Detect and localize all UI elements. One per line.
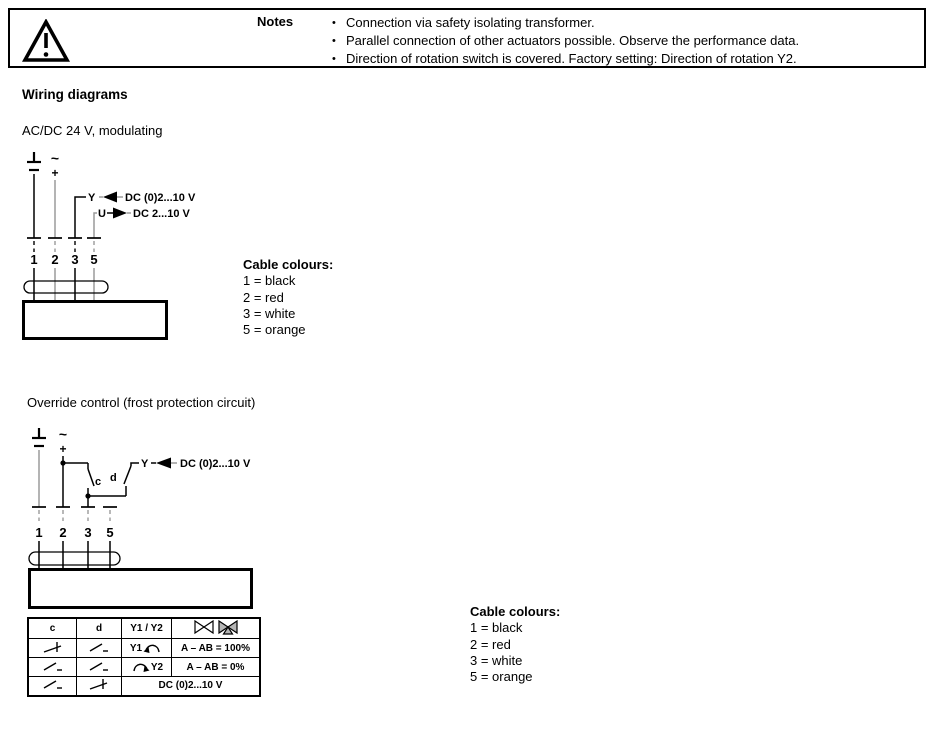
svg-text:c: c: [95, 476, 102, 488]
svg-text:2: 2: [51, 252, 59, 267]
table-row: [28, 658, 260, 677]
y-input-branch: [141, 458, 251, 471]
switch-open-icon: [42, 659, 64, 673]
svg-text:1: 1: [35, 525, 43, 540]
svg-text:5: 5: [106, 525, 114, 540]
cable-sleeve: [29, 552, 120, 565]
terminal-numbers: [30, 252, 97, 267]
direction-cell: Y2: [122, 658, 172, 677]
diagram1-title: AC/DC 24 V, modulating: [22, 123, 163, 138]
override-switch-table: [27, 617, 261, 697]
svg-text:DC 2...10 V: DC 2...10 V: [133, 208, 190, 220]
svg-text:U: U: [98, 208, 106, 220]
wiring-diagram-override: [0, 424, 320, 614]
cable-sleeve: [24, 281, 108, 293]
bullet-icon: •: [332, 35, 336, 47]
notes-box: [8, 8, 926, 68]
note-item: • Connection via safety isolating transformer.: [332, 15, 595, 30]
valve-icons: [194, 619, 238, 635]
c-state-cell: [28, 639, 77, 658]
valve-3way-icon: [219, 621, 237, 634]
section-title: Wiring diagrams: [22, 87, 128, 102]
svg-text:d: d: [110, 472, 117, 484]
terminal-dashes: [39, 510, 110, 521]
result-span-cell: DC (0)2...10 V: [122, 677, 261, 696]
switch-open-icon: [88, 659, 110, 673]
note-item: • Direction of rotation switch is covered. Factory setting: Direction of rotation Y2.: [332, 51, 797, 66]
d-state-cell: [77, 677, 122, 696]
header-y1y2: Y1 / Y2: [122, 618, 172, 639]
terminal-numbers: [35, 525, 113, 540]
cable-colours: Cable colours: 1 = black 2 = red 3 = white 5 = orange: [243, 257, 334, 338]
terminal-dashes: [34, 241, 94, 252]
svg-text:1: 1: [30, 252, 38, 267]
header-c: c: [28, 618, 77, 639]
header-valves: [172, 618, 261, 639]
switch-c: [63, 463, 101, 494]
svg-text:Y: Y: [141, 458, 149, 470]
svg-text:Y: Y: [88, 192, 96, 204]
svg-text:~: ~: [50, 150, 60, 166]
cable-colours: Cable colours: 1 = black 2 = red 3 = white 5 = orange: [470, 604, 561, 685]
actuator-body: [24, 302, 167, 339]
svg-text:5: 5: [90, 252, 98, 267]
direction-cell: Y1: [122, 639, 172, 658]
warning-triangle-icon: [22, 19, 70, 65]
bullet-icon: •: [332, 17, 336, 29]
table-row: [28, 639, 260, 658]
table-header-row: [28, 618, 260, 639]
svg-text:3: 3: [84, 525, 92, 540]
bullet-icon: •: [332, 53, 336, 65]
u-output-branch: [94, 208, 191, 239]
ground-minus-icon: [32, 428, 46, 446]
table-row: [28, 677, 260, 696]
c-state-cell: [28, 658, 77, 677]
header-d: d: [77, 618, 122, 639]
notes-list: [332, 14, 902, 68]
d-state-cell: [77, 639, 122, 658]
rotate-cw-icon: [130, 661, 150, 674]
notes-label: Notes: [257, 14, 294, 29]
switch-closed-icon: [88, 677, 110, 691]
d-state-cell: [77, 658, 122, 677]
actuator-body: [30, 570, 252, 608]
svg-text:DC (0)2...10 V: DC (0)2...10 V: [125, 192, 196, 204]
ground-minus-icon: [27, 152, 41, 170]
arrow-right-icon: [113, 208, 127, 219]
svg-text:+: +: [59, 442, 67, 456]
arrow-left-icon: [103, 192, 117, 203]
switch-open-icon: [88, 640, 110, 654]
switch-closed-icon: [42, 640, 64, 654]
valve-2way-icon: [195, 621, 213, 633]
svg-text:~: ~: [58, 426, 68, 442]
result-cell: A – AB = 0%: [172, 658, 261, 677]
wiring-diagram-modulating: [0, 148, 260, 344]
result-cell: A – AB = 100%: [172, 639, 261, 658]
svg-text:3: 3: [71, 252, 79, 267]
svg-text:DC (0)2...10 V: DC (0)2...10 V: [180, 458, 251, 470]
switch-open-icon: [42, 677, 64, 691]
tilde-plus-icon: [59, 426, 67, 456]
diagram2-title: Override control (frost protection circuit): [27, 395, 256, 410]
svg-text:+: +: [51, 166, 59, 180]
c-state-cell: [28, 677, 77, 696]
note-item: • Parallel connection of other actuators possible. Observe the performance data.: [332, 33, 800, 48]
svg-text:2: 2: [59, 525, 67, 540]
tilde-plus-icon: [51, 150, 59, 180]
lower-wires: [34, 268, 94, 301]
arrow-left-icon: [156, 458, 171, 469]
rotate-ccw-icon: [143, 642, 163, 655]
